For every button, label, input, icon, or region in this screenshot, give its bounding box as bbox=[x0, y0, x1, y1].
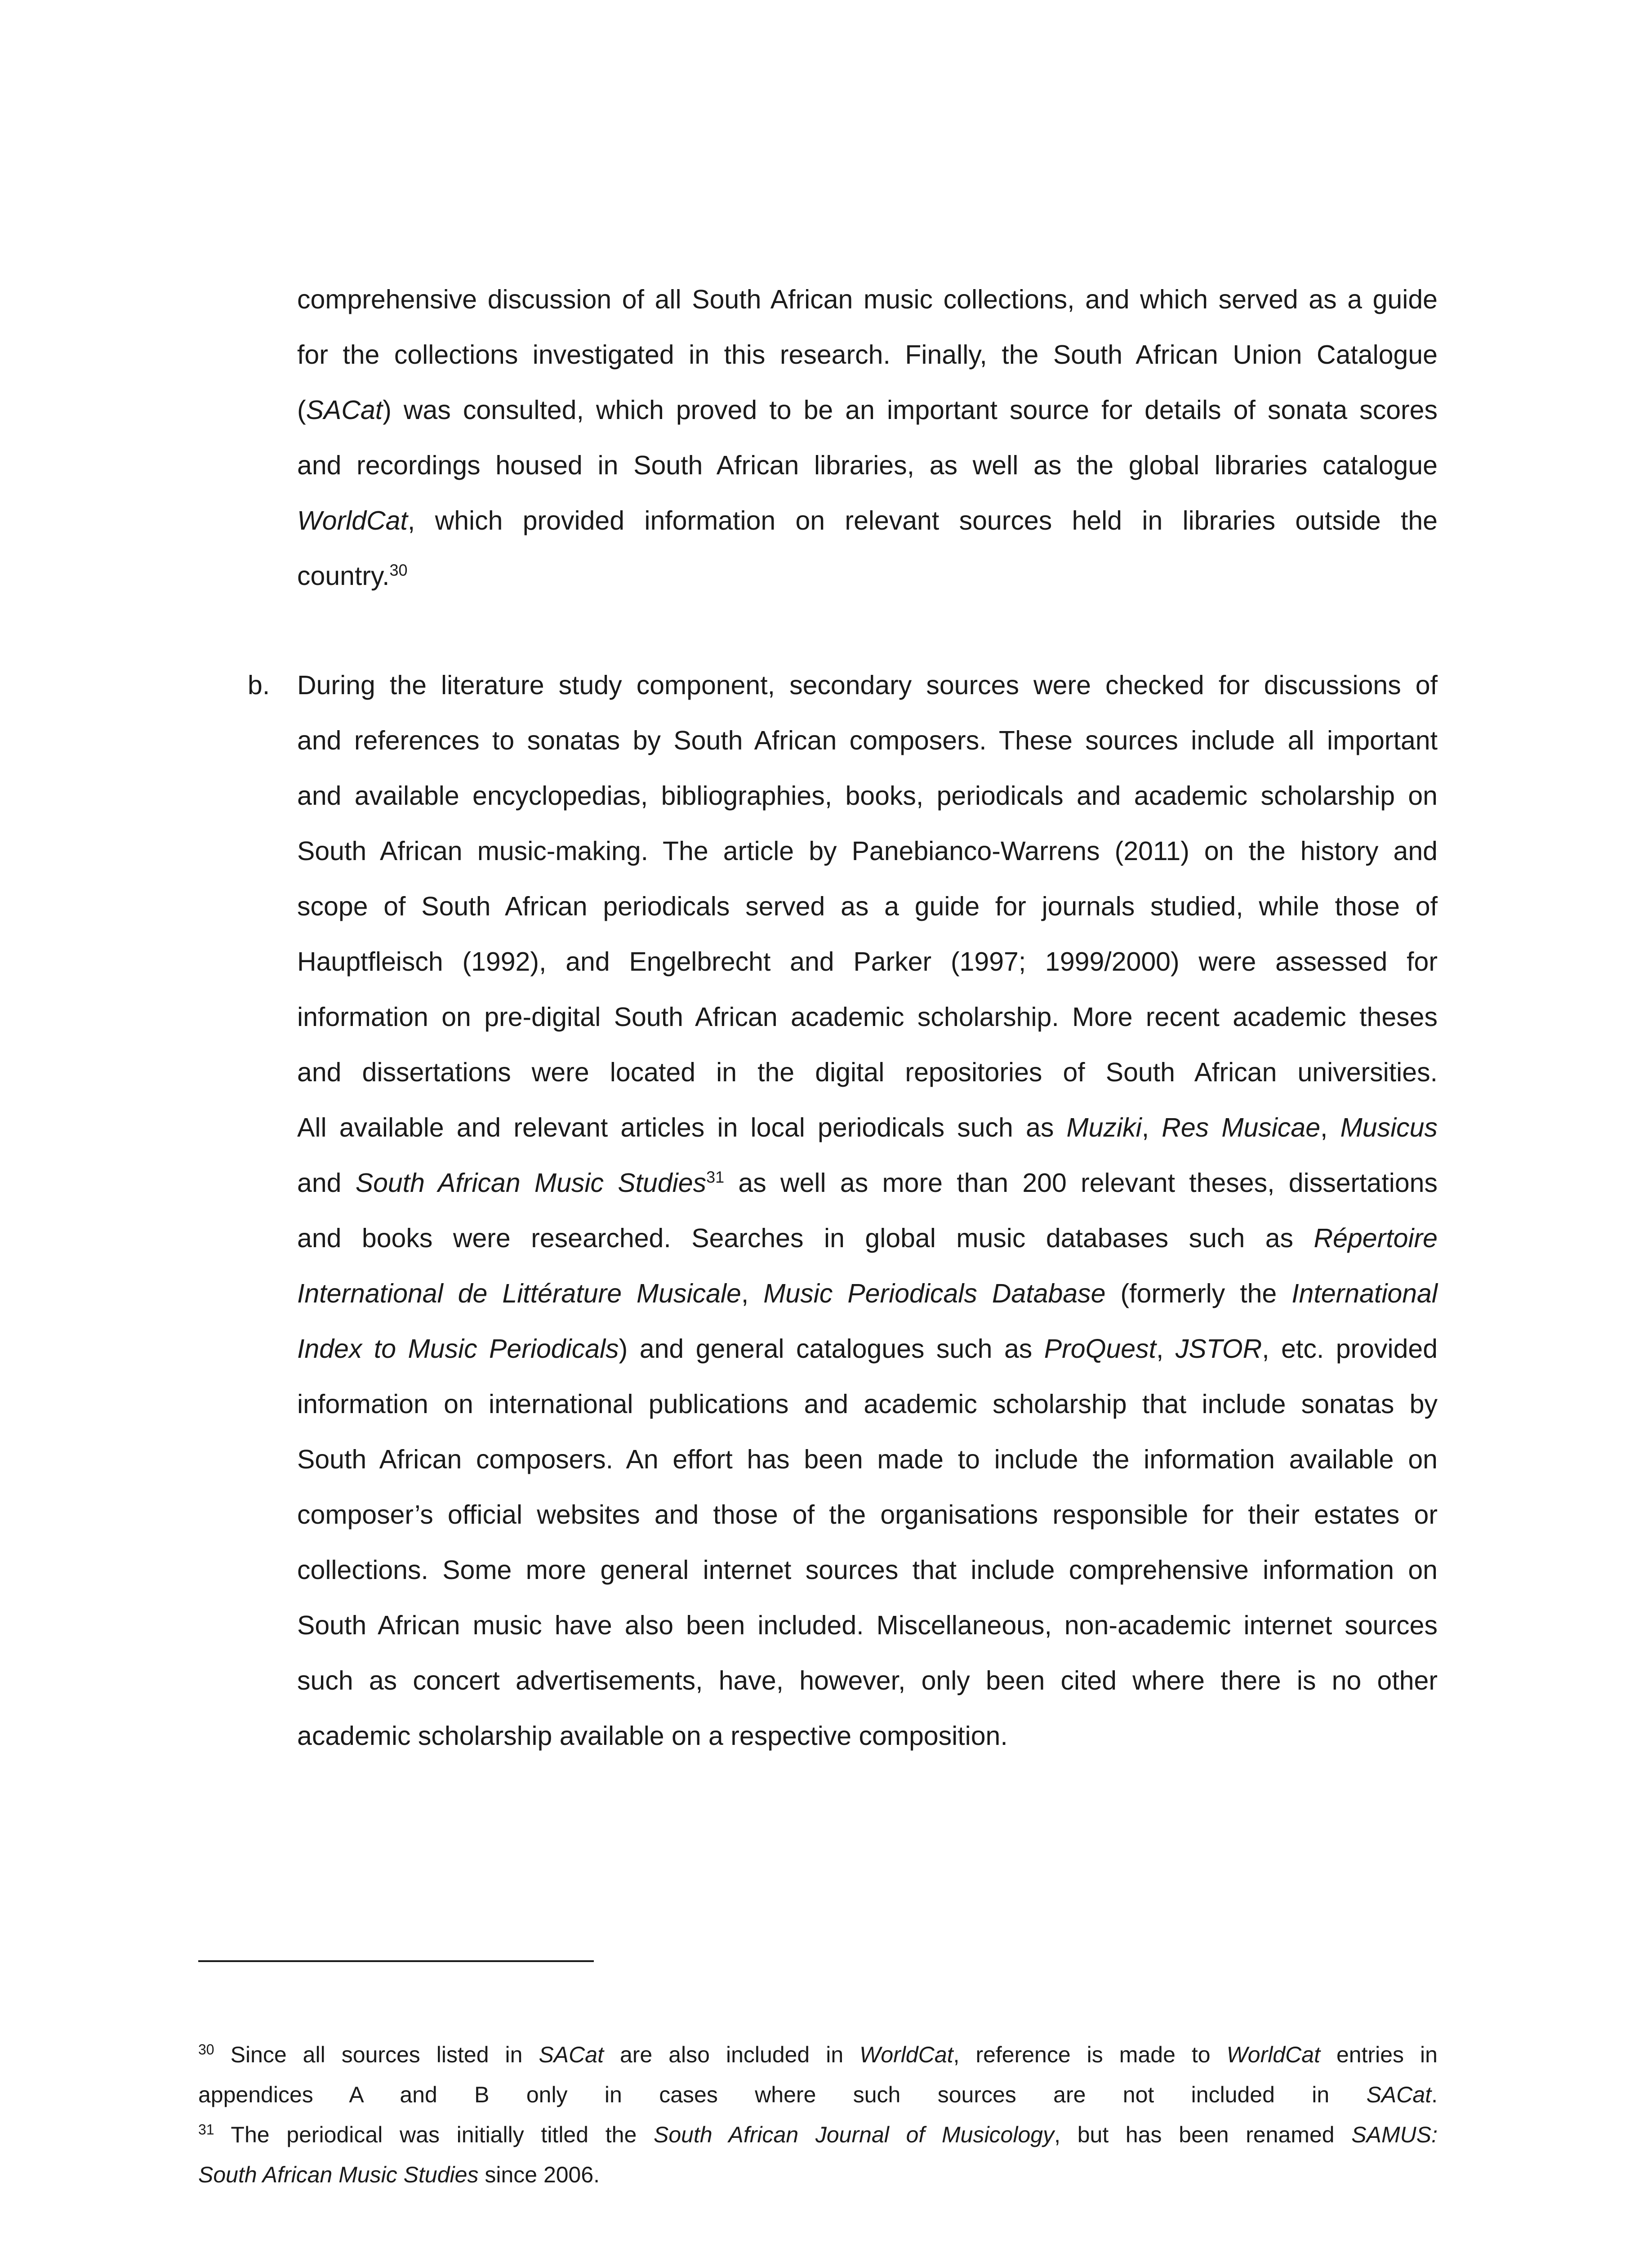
italic-text: SACat bbox=[539, 2042, 604, 2067]
text-line: and South African Music Studies$^{31}$ as well as more than 200 relevant theses, dissertations bbox=[297, 1168, 1438, 1198]
italic-text: SAMUS: bbox=[1351, 2122, 1438, 2147]
text-line: and references to sonatas by South African composers. These sources include all important bbox=[297, 726, 1438, 755]
italic-text: South African Music Studies bbox=[198, 2162, 479, 2187]
italic-text: WorldCat bbox=[1226, 2042, 1320, 2067]
italic-text: Musicus bbox=[1340, 1113, 1438, 1142]
list-marker-b: b. bbox=[248, 670, 270, 700]
text-line: $^{30}$ Since all sources listed in SACat are also included in WorldCat, reference is made to WorldCat entries in bbox=[198, 2041, 1438, 2067]
text-line: During the literature study component, secondary sources were checked for discussions of bbox=[297, 670, 1438, 700]
italic-text: Res Musicae bbox=[1162, 1113, 1321, 1142]
italic-text: Index to Music Periodicals bbox=[297, 1334, 619, 1364]
text-line: Hauptfleisch (1992), and Engelbrecht and Parker (1997; 1999/2000) were assessed for bbox=[297, 947, 1438, 977]
italic-text: ProQuest bbox=[1044, 1334, 1157, 1364]
text-line: and recordings housed in South African libraries, as well as the global libraries catalogue bbox=[297, 450, 1438, 480]
text-line: such as concert advertisements, have, however, only been cited where there is no other bbox=[297, 1666, 1438, 1695]
italic-text: WorldCat bbox=[859, 2042, 953, 2067]
text-line: South African music have also been included. Miscellaneous, non-academic internet sources bbox=[297, 1610, 1438, 1640]
text-line: WorldCat, which provided information on relevant sources held in libraries outside the bbox=[297, 506, 1438, 535]
text-line: information on pre-digital South African academic scholarship. More recent academic theses bbox=[297, 1002, 1438, 1032]
text-line: for the collections investigated in this research. Finally, the South African Union Catalogue bbox=[297, 340, 1438, 370]
text-line: and dissertations were located in the digital repositories of South African universities. bbox=[297, 1057, 1438, 1087]
text-line: South African music-making. The article by Panebianco-Warrens (2011) on the history and bbox=[297, 836, 1438, 866]
footnote-ref: 30 bbox=[389, 561, 408, 580]
text-line: country.$^{30}$ bbox=[297, 561, 408, 591]
text-line: appendices A and B only in cases where such sources are not included in SACat. bbox=[198, 2082, 1438, 2107]
footnotes bbox=[198, 2035, 1438, 2195]
paragraph-a bbox=[297, 272, 1438, 604]
italic-text: Muziki bbox=[1066, 1113, 1142, 1142]
text-line: (SACat) was consulted, which proved to be an important source for details of sonata scores bbox=[297, 395, 1438, 425]
text-line: South African composers. An effort has been made to include the information available on bbox=[297, 1445, 1438, 1474]
footnote-separator bbox=[198, 1960, 594, 1962]
italic-text: Music Periodicals Database bbox=[763, 1279, 1106, 1308]
text-line: collections. Some more general internet sources that include comprehensive information on bbox=[297, 1555, 1438, 1585]
footnote-ref: 30 bbox=[198, 2041, 214, 2058]
text-line: scope of South African periodicals served as a guide for journals studied, while those of bbox=[297, 892, 1438, 921]
text-line: comprehensive discussion of all South African music collections, and which served as a guide bbox=[297, 285, 1438, 314]
paragraph-b bbox=[297, 658, 1438, 1764]
italic-text: International bbox=[1291, 1279, 1438, 1308]
text-line: Index to Music Periodicals) and general catalogues such as ProQuest, JSTOR, etc. provided bbox=[297, 1334, 1438, 1364]
footnote-ref: 31 bbox=[198, 2121, 214, 2138]
italic-text: Répertoire bbox=[1314, 1223, 1438, 1253]
italic-text: International de Littérature Musicale bbox=[297, 1279, 741, 1308]
footnote-ref: 31 bbox=[706, 1168, 725, 1186]
text-line: $^{31}$ The periodical was initially titled the South African Journal of Musicology, but has been renamed SAMUS: bbox=[198, 2121, 1438, 2147]
italic-text: SACat bbox=[306, 395, 383, 425]
text-line: composer’s official websites and those of the organisations responsible for their estates or bbox=[297, 1500, 1438, 1530]
italic-text: WorldCat bbox=[297, 506, 408, 535]
italic-text: South African Journal of Musicology bbox=[654, 2122, 1055, 2147]
text-line: information on international publications and academic scholarship that include sonatas by bbox=[297, 1389, 1438, 1419]
italic-text: JSTOR bbox=[1175, 1334, 1262, 1364]
text-line: All available and relevant articles in local periodicals such as Muziki, Res Musicae, Musicus bbox=[297, 1113, 1438, 1142]
text-line: International de Littérature Musicale, Music Periodicals Database (formerly the International bbox=[297, 1279, 1438, 1308]
italic-text: South African Music Studies bbox=[355, 1168, 707, 1198]
text-line: and books were researched. Searches in global music databases such as Répertoire bbox=[297, 1223, 1438, 1253]
text-line: academic scholarship available on a respective composition. bbox=[297, 1721, 1008, 1751]
text-line: South African Music Studies since 2006. bbox=[198, 2162, 600, 2187]
text-line: and available encyclopedias, bibliographies, books, periodicals and academic scholarship on bbox=[297, 781, 1438, 811]
italic-text: SACat bbox=[1366, 2082, 1432, 2107]
